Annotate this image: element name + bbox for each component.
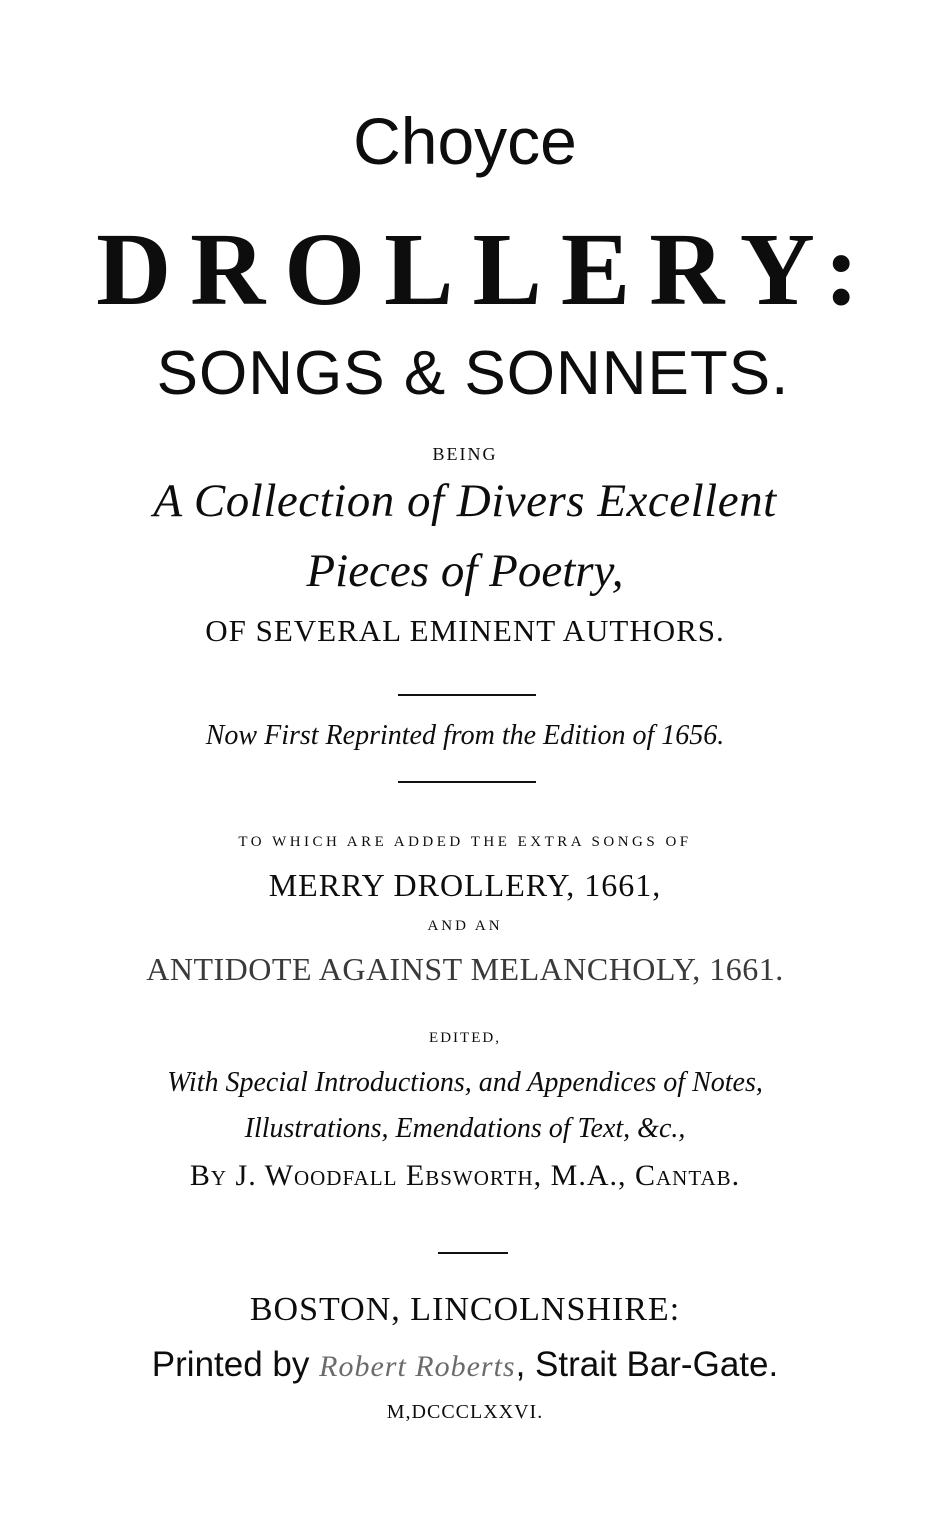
several-authors-line: OF SEVERAL EMINENT AUTHORS. — [205, 613, 725, 648]
divider-rule-top — [398, 694, 536, 696]
divider-rule-bottom — [438, 1252, 508, 1254]
to-which-added-line: TO WHICH ARE ADDED THE EXTRA SONGS OF — [238, 834, 692, 850]
imprint-printer-line — [0, 1347, 930, 1382]
printed-by-label: Printed by — [151, 1345, 310, 1384]
title-drollery: DROLLERY: — [96, 212, 878, 327]
illustrations-line: Illustrations, Emendations of Text, &c., — [244, 1113, 686, 1144]
divider-rule-middle — [398, 781, 536, 783]
imprint-place: BOSTON, LINCOLNSHIRE: — [249, 1291, 681, 1328]
reprint-note: Now First Reprinted from the Edition of 1656. — [205, 720, 725, 751]
title-choyce: Choyce — [353, 104, 577, 178]
imprint-date: M,DCCCLXXVI. — [386, 1401, 544, 1423]
printer-address: , Strait Bar-Gate. — [515, 1345, 779, 1384]
editor-byline: By J. Woodfall Ebsworth, M.A., Cantab. — [189, 1159, 741, 1192]
collection-line: A Collection of Divers Excellent — [153, 475, 777, 527]
special-introductions-line: With Special Introductions, and Appendices of Notes, — [167, 1067, 763, 1098]
antidote-line: ANTIDOTE AGAINST MELANCHOLY, 1661. — [146, 951, 784, 987]
printer-name: Robert Roberts — [319, 1350, 516, 1383]
edited-label: EDITED, — [429, 1030, 501, 1046]
subtitle-songs-sonnets: SONGS & SONNETS. — [156, 339, 790, 408]
being-label: BEING — [432, 444, 498, 464]
pieces-line: Pieces of Poetry, — [306, 545, 624, 597]
merry-drollery-line: MERRY DROLLERY, 1661, — [268, 867, 662, 903]
and-an-line: AND AN — [427, 918, 503, 934]
